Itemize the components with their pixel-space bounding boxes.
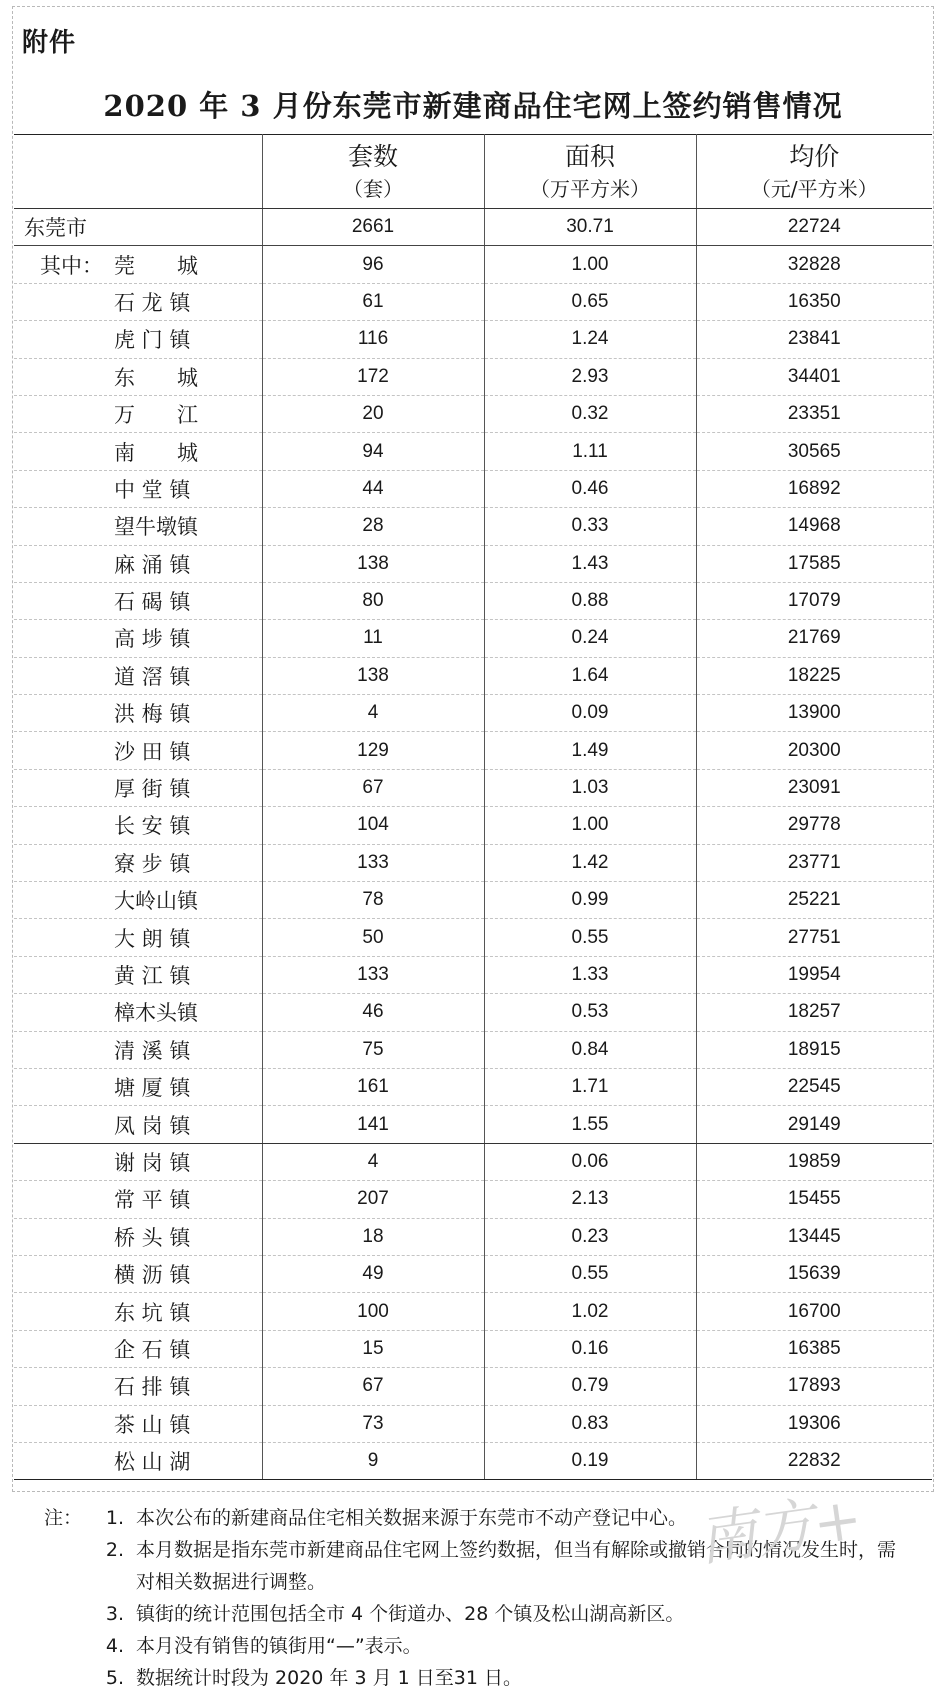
- units-cell: 49: [262, 1255, 484, 1292]
- region-name: [14, 1181, 262, 1218]
- region-name: [14, 1368, 262, 1405]
- table-row: [14, 1106, 932, 1143]
- area-cell: 0.16: [484, 1330, 696, 1367]
- units-cell: 9: [262, 1442, 484, 1479]
- region-name-text: 莞 城: [114, 253, 198, 278]
- region-name: [14, 283, 262, 320]
- price-cell: 23351: [696, 395, 932, 432]
- area-cell: 0.99: [484, 882, 696, 919]
- table-row: [14, 1255, 932, 1292]
- note-lead: [44, 1534, 84, 1598]
- units-cell: 67: [262, 769, 484, 806]
- region-name-text: 中 堂 镇: [114, 477, 191, 502]
- note-item: [44, 1630, 904, 1662]
- region-name: [14, 1255, 262, 1292]
- price-cell: 22832: [696, 1442, 932, 1479]
- units-cell: 4: [262, 695, 484, 732]
- table-row: [14, 844, 932, 881]
- price-cell: 20300: [696, 732, 932, 769]
- table-row: [14, 433, 932, 470]
- table-row: [14, 695, 932, 732]
- area-cell: 1.02: [484, 1293, 696, 1330]
- region-name-text: 黄 江 镇: [114, 964, 191, 988]
- units-cell: 44: [262, 470, 484, 507]
- units-cell: 207: [262, 1181, 484, 1218]
- table-row: [14, 1330, 932, 1367]
- units-cell: 28: [262, 508, 484, 545]
- units-cell: 46: [262, 994, 484, 1031]
- header-price-unit: （元/平方米）: [750, 176, 878, 201]
- table-row: [14, 508, 932, 545]
- units-cell: 78: [262, 882, 484, 919]
- note-number: 3.: [105, 1603, 124, 1625]
- region-name: [14, 844, 262, 881]
- price-cell: 15639: [696, 1255, 932, 1292]
- area-cell: 0.19: [484, 1442, 696, 1479]
- price-cell: 16892: [696, 470, 932, 507]
- price-cell: 32828: [696, 246, 932, 283]
- area-cell: 1.24: [484, 321, 696, 358]
- note-lead: [44, 1630, 84, 1662]
- region-name: [14, 769, 262, 806]
- table-row: [14, 1442, 932, 1479]
- area-cell: 30.71: [484, 209, 696, 246]
- area-cell: 0.46: [484, 470, 696, 507]
- region-name-text: 横 沥 镇: [114, 1263, 191, 1288]
- units-cell: 75: [262, 1031, 484, 1068]
- units-cell: 2661: [262, 209, 484, 246]
- units-cell: 129: [262, 732, 484, 769]
- region-name-text: 桥 头 镇: [114, 1225, 191, 1250]
- note-lead: [44, 1598, 84, 1630]
- region-name: [14, 732, 262, 769]
- region-name: [14, 1143, 262, 1180]
- area-cell: 0.33: [484, 508, 696, 545]
- region-name-text: 道 滘 镇: [114, 664, 191, 689]
- price-cell: 13445: [696, 1218, 932, 1255]
- price-cell: 29778: [696, 807, 932, 844]
- table-row: [14, 769, 932, 806]
- price-cell: 14968: [696, 508, 932, 545]
- units-cell: 4: [262, 1143, 484, 1180]
- area-cell: 0.24: [484, 620, 696, 657]
- price-cell: 15455: [696, 1181, 932, 1218]
- units-cell: 100: [262, 1293, 484, 1330]
- watermark-logo: 南方+: [694, 1483, 867, 1575]
- price-cell: 19859: [696, 1143, 932, 1180]
- region-name-text: 樟木头镇: [114, 1001, 198, 1026]
- region-name-text: 石 碣 镇: [114, 590, 191, 615]
- area-cell: 0.55: [484, 919, 696, 956]
- price-cell: 23841: [696, 321, 932, 358]
- price-cell: 17079: [696, 582, 932, 619]
- region-name-text: 东莞市: [24, 216, 87, 241]
- area-cell: 2.93: [484, 358, 696, 395]
- units-cell: 133: [262, 956, 484, 993]
- region-name-text: 望牛墩镇: [114, 515, 198, 540]
- region-name-text: 常 平 镇: [114, 1188, 191, 1213]
- table-row: [14, 582, 932, 619]
- area-cell: 0.32: [484, 395, 696, 432]
- units-cell: 94: [262, 433, 484, 470]
- table-row: [14, 882, 932, 919]
- region-name: [14, 919, 262, 956]
- note-text: 本月没有销售的镇街用“—”表示。: [136, 1635, 422, 1657]
- note-number: 2.: [105, 1539, 124, 1561]
- note-text: 镇街的统计范围包括全市 4 个街道办、28 个镇及松山湖高新区。: [136, 1603, 685, 1625]
- note-item: [44, 1662, 904, 1694]
- price-cell: 16350: [696, 283, 932, 320]
- region-name: [14, 657, 262, 694]
- header-units-title: 套数: [347, 141, 398, 171]
- price-cell: 16700: [696, 1293, 932, 1330]
- units-cell: 141: [262, 1106, 484, 1143]
- region-name: [14, 470, 262, 507]
- area-cell: 0.84: [484, 1031, 696, 1068]
- region-name: [14, 695, 262, 732]
- units-cell: 172: [262, 358, 484, 395]
- region-name: [14, 508, 262, 545]
- header-area-title: 面积: [564, 141, 615, 171]
- region-name-text: 万 江: [114, 403, 198, 428]
- area-cell: 1.49: [484, 732, 696, 769]
- area-cell: 0.53: [484, 994, 696, 1031]
- area-cell: 1.43: [484, 545, 696, 582]
- region-name-text: 沙 田 镇: [114, 739, 191, 764]
- units-cell: 20: [262, 395, 484, 432]
- sales-table: [14, 134, 932, 1480]
- header-price-title: 均价: [789, 141, 840, 171]
- region-name: [14, 1442, 262, 1479]
- table-row: [14, 657, 932, 694]
- note-text: 数据统计时段为 2020 年 3 月 1 日至31 日。: [136, 1667, 522, 1689]
- table-row: [14, 358, 932, 395]
- region-name: [14, 1106, 262, 1143]
- units-cell: 161: [262, 1068, 484, 1105]
- area-cell: 1.55: [484, 1106, 696, 1143]
- price-cell: 21769: [696, 620, 932, 657]
- region-name-text: 塘 厦 镇: [114, 1076, 191, 1101]
- price-cell: 16385: [696, 1330, 932, 1367]
- units-cell: 67: [262, 1368, 484, 1405]
- region-name: [14, 358, 262, 395]
- region-name-text: 东 城: [114, 365, 198, 390]
- units-cell: 80: [262, 582, 484, 619]
- note-number: 4.: [105, 1635, 124, 1657]
- price-cell: 18257: [696, 994, 932, 1031]
- region-name: [14, 1068, 262, 1105]
- price-cell: 22545: [696, 1068, 932, 1105]
- region-name: [14, 433, 262, 470]
- price-cell: 18915: [696, 1031, 932, 1068]
- attachment-label: 附件: [22, 28, 77, 58]
- region-name-text: 大岭山镇: [114, 889, 198, 914]
- region-name-text: 松 山 湖: [114, 1450, 191, 1475]
- table-row: [14, 321, 932, 358]
- units-cell: 104: [262, 807, 484, 844]
- note-number: 1.: [105, 1507, 124, 1529]
- table-row: [14, 283, 932, 320]
- region-name: [14, 1031, 262, 1068]
- area-cell: 0.06: [484, 1143, 696, 1180]
- region-name-text: 洪 梅 镇: [114, 702, 191, 727]
- units-cell: 50: [262, 919, 484, 956]
- area-cell: 0.09: [484, 695, 696, 732]
- region-name: [14, 1218, 262, 1255]
- region-name: [14, 246, 262, 283]
- region-name-text: 寮 步 镇: [114, 851, 191, 876]
- area-cell: 0.55: [484, 1255, 696, 1292]
- table-row: [14, 807, 932, 844]
- header-price: [696, 135, 932, 209]
- price-cell: 22724: [696, 209, 932, 246]
- table-row: [14, 1368, 932, 1405]
- header-region: [14, 135, 262, 209]
- region-name-text: 凤 岗 镇: [114, 1113, 191, 1138]
- units-cell: 116: [262, 321, 484, 358]
- table-row: [14, 1405, 932, 1442]
- units-cell: 96: [262, 246, 484, 283]
- price-cell: 23771: [696, 844, 932, 881]
- region-name-text: 虎 门 镇: [114, 328, 191, 353]
- area-cell: 2.13: [484, 1181, 696, 1218]
- price-cell: 17893: [696, 1368, 932, 1405]
- units-cell: 18: [262, 1218, 484, 1255]
- price-cell: 29149: [696, 1106, 932, 1143]
- table-row: [14, 732, 932, 769]
- region-name-text: 长 安 镇: [114, 814, 191, 839]
- area-cell: 0.83: [484, 1405, 696, 1442]
- table-header-row: [14, 135, 932, 209]
- region-name-text: 东 坑 镇: [114, 1300, 191, 1325]
- price-cell: 25221: [696, 882, 932, 919]
- header-units-unit: （套）: [343, 176, 403, 201]
- units-cell: 11: [262, 620, 484, 657]
- region-name: [14, 321, 262, 358]
- region-name: [14, 1293, 262, 1330]
- price-cell: 34401: [696, 358, 932, 395]
- table-row-total: [14, 209, 932, 246]
- region-name: [14, 956, 262, 993]
- area-cell: 1.00: [484, 246, 696, 283]
- table-row: [14, 470, 932, 507]
- region-name: [14, 882, 262, 919]
- table-row: [14, 1031, 932, 1068]
- area-cell: 0.23: [484, 1218, 696, 1255]
- units-cell: 138: [262, 545, 484, 582]
- table-row: [14, 545, 932, 582]
- region-name-text: 高 埗 镇: [114, 627, 191, 652]
- region-name-text: 茶 山 镇: [114, 1412, 191, 1437]
- table-row: [14, 1143, 932, 1180]
- area-cell: 0.79: [484, 1368, 696, 1405]
- region-name: [14, 582, 262, 619]
- table-row: [14, 1181, 932, 1218]
- price-cell: 18225: [696, 657, 932, 694]
- page-title: 2020 年 3 月份东莞市新建商品住宅网上签约销售情况: [103, 89, 843, 123]
- area-cell: 0.88: [484, 582, 696, 619]
- area-cell: 1.42: [484, 844, 696, 881]
- region-prefix: 其中：: [40, 253, 103, 278]
- region-name-text: 厚 街 镇: [114, 777, 191, 802]
- note-text: 本月数据是指东莞市新建商品住宅网上签约数据，但当有解除或撤销合同的情况发生时，需对相关数据进行调整。: [136, 1539, 897, 1593]
- region-name-text: 清 溪 镇: [114, 1038, 191, 1063]
- header-units: [262, 135, 484, 209]
- table-row: [14, 246, 932, 283]
- note-text: 本次公布的新建商品住宅相关数据来源于东莞市不动产登记中心。: [136, 1507, 688, 1529]
- area-cell: 0.65: [484, 283, 696, 320]
- table-row: [14, 395, 932, 432]
- price-cell: 19954: [696, 956, 932, 993]
- region-name-text: 南 城: [114, 440, 198, 465]
- price-cell: 27751: [696, 919, 932, 956]
- area-cell: 1.00: [484, 807, 696, 844]
- units-cell: 138: [262, 657, 484, 694]
- table-row: [14, 1293, 932, 1330]
- area-cell: 1.64: [484, 657, 696, 694]
- region-name-text: 麻 涌 镇: [114, 552, 191, 577]
- note-lead: [44, 1662, 84, 1694]
- units-cell: 61: [262, 283, 484, 320]
- price-cell: 17585: [696, 545, 932, 582]
- header-area-unit: （万平方米）: [530, 176, 650, 201]
- region-name-text: 大 朗 镇: [114, 926, 191, 951]
- region-name-text: 企 石 镇: [114, 1337, 191, 1362]
- region-name: [14, 620, 262, 657]
- region-name-text: 石 排 镇: [114, 1375, 191, 1400]
- table-row: [14, 1068, 932, 1105]
- units-cell: 73: [262, 1405, 484, 1442]
- table-row: [14, 919, 932, 956]
- region-name: [14, 1330, 262, 1367]
- note-number: 5.: [105, 1667, 124, 1689]
- area-cell: 1.11: [484, 433, 696, 470]
- units-cell: 15: [262, 1330, 484, 1367]
- region-name: [14, 545, 262, 582]
- header-area: [484, 135, 696, 209]
- region-name-text: 谢 岗 镇: [114, 1150, 191, 1175]
- price-cell: 30565: [696, 433, 932, 470]
- table-row: [14, 1218, 932, 1255]
- price-cell: 23091: [696, 769, 932, 806]
- region-name: [14, 209, 262, 246]
- note-lead: 注：: [44, 1507, 83, 1529]
- region-name-text: 石 龙 镇: [114, 290, 191, 315]
- price-cell: 19306: [696, 1405, 932, 1442]
- table-row: [14, 956, 932, 993]
- area-cell: 1.03: [484, 769, 696, 806]
- region-name: [14, 994, 262, 1031]
- area-cell: 1.33: [484, 956, 696, 993]
- region-name: [14, 807, 262, 844]
- note-item: [44, 1598, 904, 1630]
- price-cell: 13900: [696, 695, 932, 732]
- units-cell: 133: [262, 844, 484, 881]
- table-row: [14, 620, 932, 657]
- region-name: [14, 1405, 262, 1442]
- table-row: [14, 994, 932, 1031]
- area-cell: 1.71: [484, 1068, 696, 1105]
- region-name: [14, 395, 262, 432]
